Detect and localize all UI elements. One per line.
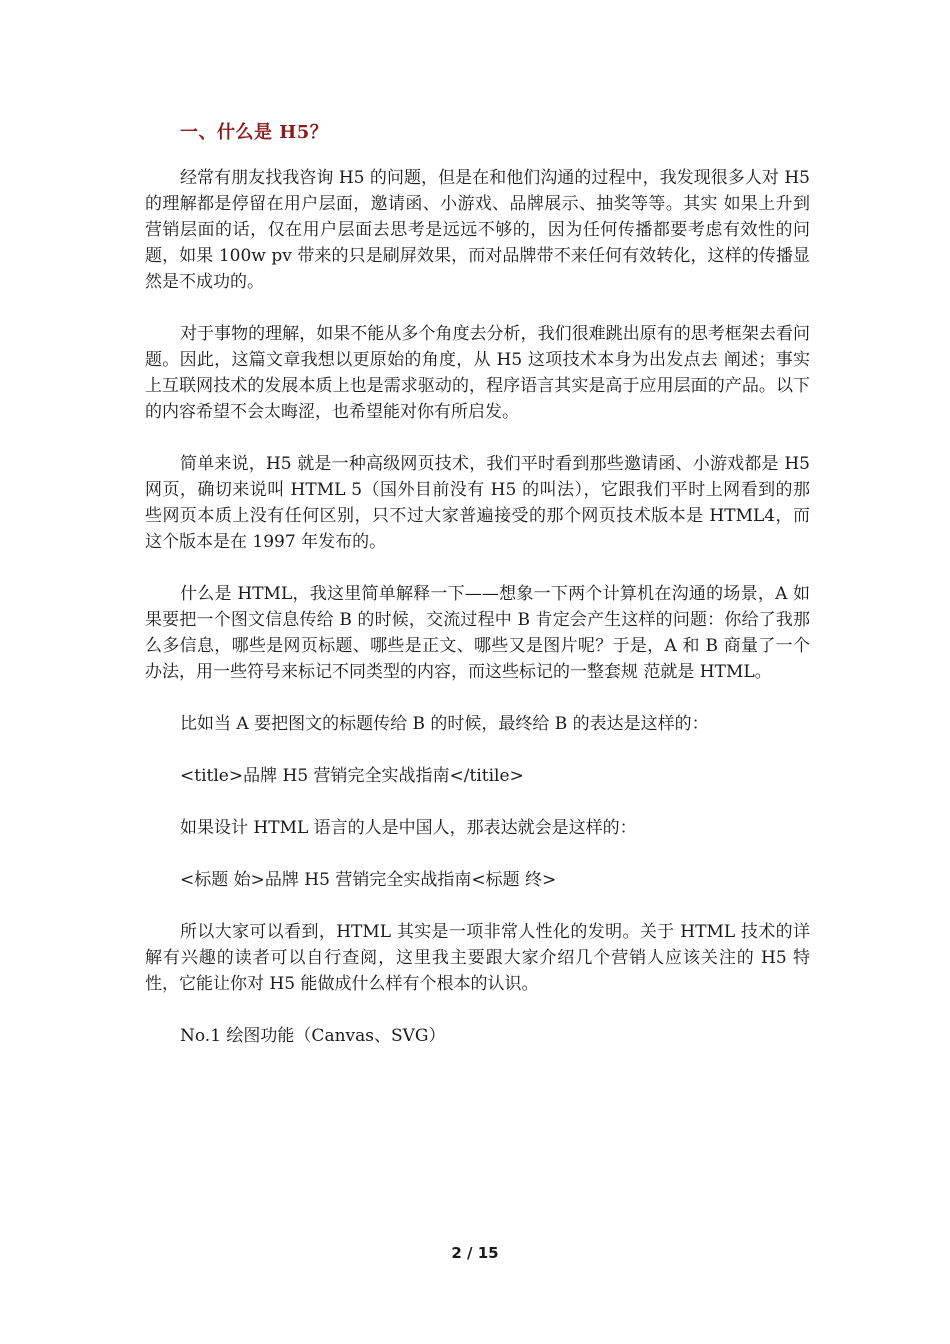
article-body: [145, 165, 810, 1075]
paragraph: 所以大家可以看到，HTML 其实是一项非常人性化的发明。关于 HTML 技术的详解有兴趣的读者可以自行查阅，这里我主要跟大家介绍几个营销人应该关注的 H5 特性，它能让你对 H5 能做成什么样有个根本的认识。: [145, 922, 810, 994]
paragraph: 如果设计 HTML 语言的人是中国人，那表达就会是这样的：: [180, 818, 637, 838]
code-example-english: <title>品牌 H5 营销完全实战指南</titile>: [180, 766, 524, 786]
subsection-title: No.1 绘图功能（Canvas、SVG）: [180, 1026, 446, 1046]
page-number: 2 / 15: [451, 1244, 499, 1262]
section-heading: 一、什么是 H5？: [180, 122, 329, 143]
paragraph: 简单来说，H5 就是一种高级网页技术，我们平时看到那些邀请函、小游戏都是 H5 网页，确切来说叫 HTML 5（国外目前没有 H5 的叫法），它跟我们平时上网看到的那些网页本质上没有任何区别，只不过大家普遍接受的那个网页技术版本是 HTML4，而这个版本是在 1997 年发布的。: [145, 454, 810, 552]
paragraph: 对于事物的理解，如果不能从多个角度去分析，我们很难跳出原有的思考框架去看问题。因此，这篇文章我想以更原始的角度，从 H5 这项技术本身为出发点去 阐述；事实上互联网技术的发展本质上也是需求驱动的，程序语言其实是高于应用层面的产品。以下的内容希望不会太晦涩，也希望能对你有所启发。: [145, 324, 810, 422]
code-example-chinese: <标题 始>品牌 H5 营销完全实战指南<标题 终>: [180, 870, 557, 890]
paragraph: 什么是 HTML，我这里简单解释一下——想象一下两个计算机在沟通的场景，A 如果要把一个图文信息传给 B 的时候，交流过程中 B 肯定会产生这样的问题：你给了我那么多信息，哪些是网页标题、哪些是正文、哪些又是图片呢？于是，A 和 B 商量了一个办法，用一些符号来标记不同类型的内容，而这些标记的一整套规 范就是 HTML。: [145, 584, 810, 682]
paragraph: 经常有朋友找我咨询 H5 的问题，但是在和他们沟通的过程中，我发现很多人对 H5 的理解都是停留在用户层面，邀请函、小游戏、品牌展示、抽奖等等。其实 如果上升到营销层面的话，仅在用户层面去思考是远远不够的，因为任何传播都要考虑有效性的问题，如果 100w pv 带来的只是刷屏效果，而对品牌带不来任何有效转化，这样的传播显然是不成功的。: [145, 168, 810, 292]
paragraph: 比如当 A 要把图文的标题传给 B 的时候，最终给 B 的表达是这样的：: [180, 714, 709, 734]
